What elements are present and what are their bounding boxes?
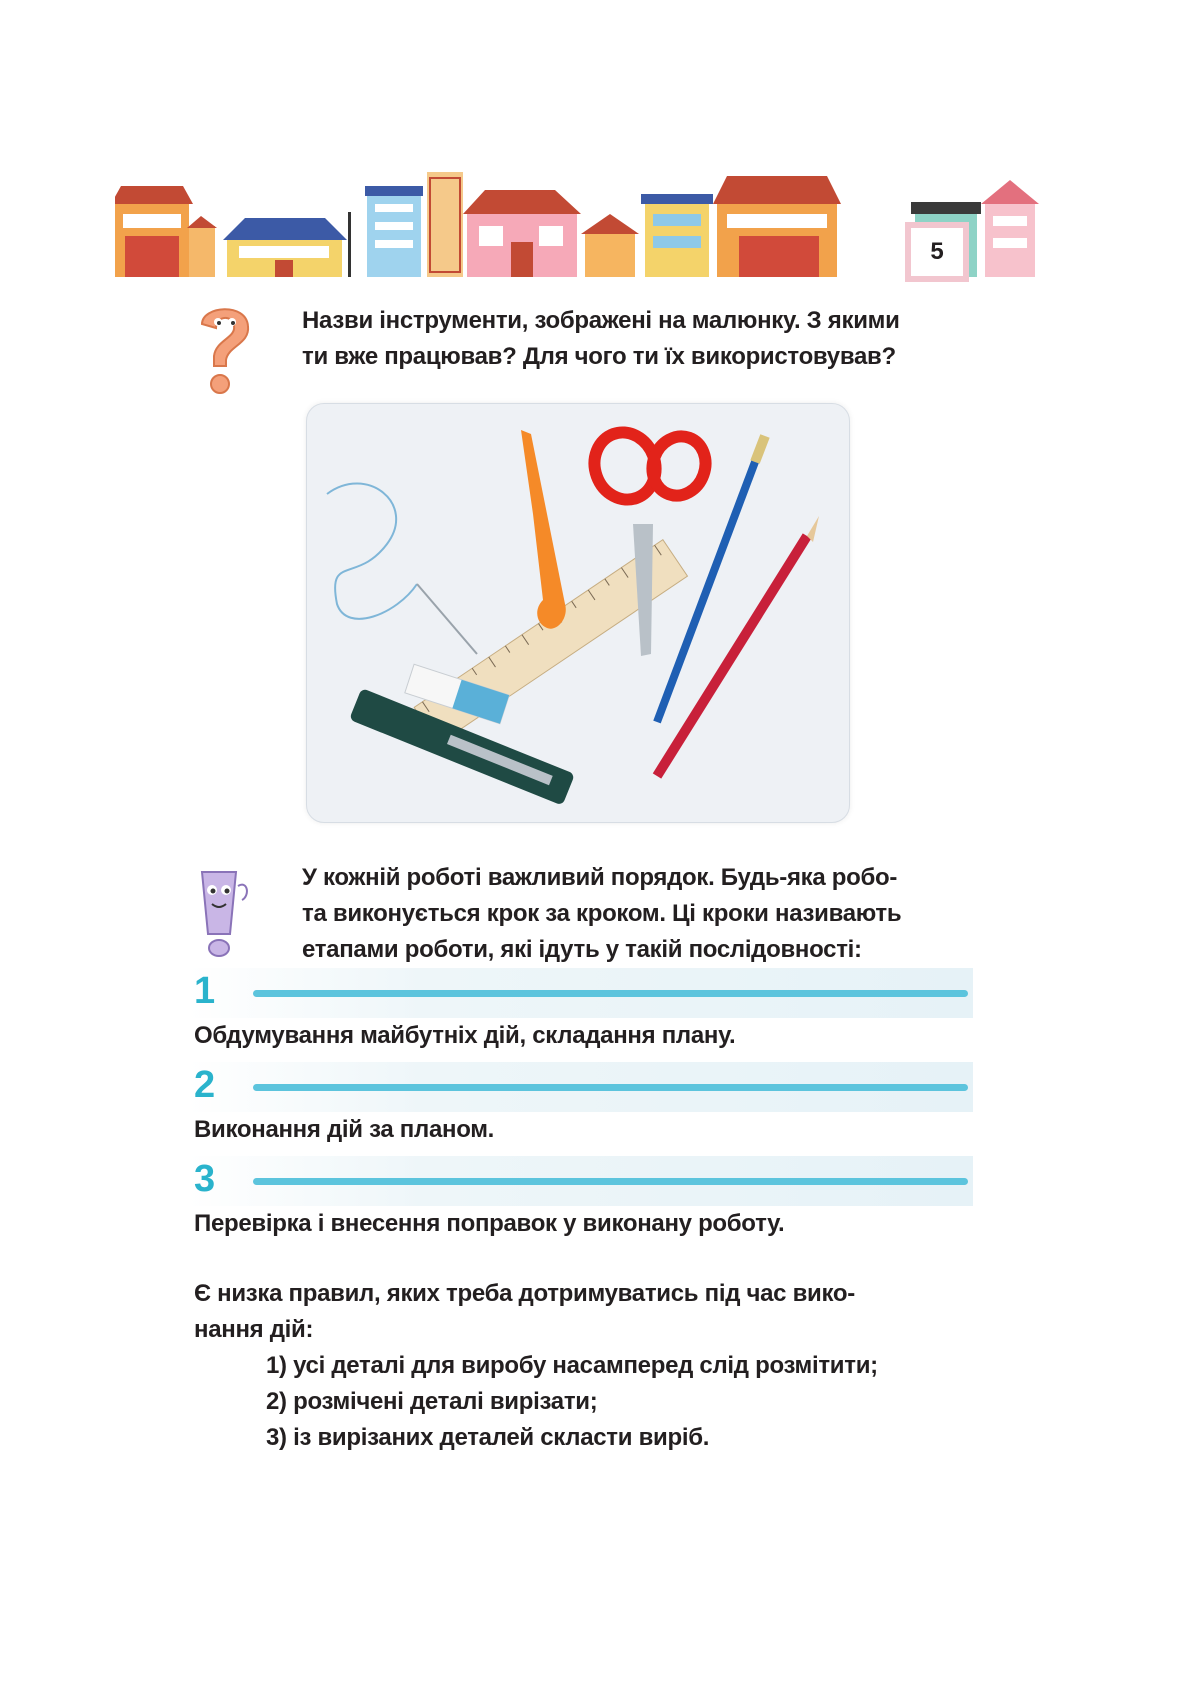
question-line: ти вже працював? Для чого ти їх використовував? bbox=[302, 343, 896, 370]
page-number-box bbox=[905, 222, 969, 282]
step-header bbox=[188, 1062, 978, 1112]
intro-line: У кожній роботі важливий порядок. Будь-яка робо- bbox=[302, 864, 898, 891]
modeling-stack-icon bbox=[521, 430, 566, 629]
question-line: Назви інструменти, зображені на малюнку. З якими bbox=[302, 307, 900, 334]
step-divider bbox=[253, 990, 968, 997]
house-illustration bbox=[463, 190, 581, 277]
exclamation-mark-mascot-icon bbox=[190, 866, 256, 958]
step-number: 3 bbox=[194, 1158, 216, 1200]
step-description: Перевірка і внесення поправок у виконану роботу. bbox=[194, 1210, 785, 1237]
question-mark-mascot-icon bbox=[188, 300, 260, 396]
intro-line: та виконується крок за кроком. Ці кроки називають bbox=[302, 900, 902, 927]
step-description: Виконання дій за планом. bbox=[194, 1116, 495, 1143]
step-divider bbox=[253, 1178, 968, 1185]
step-description: Обдумування майбутніх дій, складання плану. bbox=[194, 1022, 736, 1049]
house-illustration bbox=[115, 186, 217, 277]
pencil-icon bbox=[657, 516, 819, 776]
rules-line: нання дій: bbox=[194, 1316, 314, 1343]
rule-item: 2) розмічені деталі вирізати; bbox=[266, 1388, 598, 1415]
school-tools-photo-icon bbox=[307, 404, 849, 822]
intro-text bbox=[302, 860, 982, 968]
step-number: 2 bbox=[194, 1064, 216, 1106]
house-illustration bbox=[365, 172, 463, 277]
intro-line: етапами роботи, які ідуть у такій послідовності: bbox=[302, 936, 862, 963]
step-header bbox=[188, 1156, 978, 1206]
step-divider bbox=[253, 1084, 968, 1091]
rules-line: Є низка правил, яких треба дотримуватись під час вико- bbox=[194, 1280, 855, 1307]
rule-item: 3) із вирізаних деталей скласти виріб. bbox=[266, 1424, 710, 1451]
house-illustration bbox=[581, 194, 713, 277]
rule-item: 1) усі деталі для виробу насамперед слід розмітити; bbox=[266, 1352, 878, 1379]
step-header bbox=[188, 968, 978, 1018]
question-text bbox=[302, 303, 982, 375]
page-number: 5 bbox=[930, 238, 944, 265]
house-illustration bbox=[223, 218, 347, 277]
house-illustration bbox=[713, 176, 841, 277]
lamp-post-illustration bbox=[348, 212, 351, 277]
tools-photo bbox=[306, 403, 850, 823]
rules-section bbox=[194, 1276, 984, 1456]
step-number: 1 bbox=[194, 970, 216, 1012]
